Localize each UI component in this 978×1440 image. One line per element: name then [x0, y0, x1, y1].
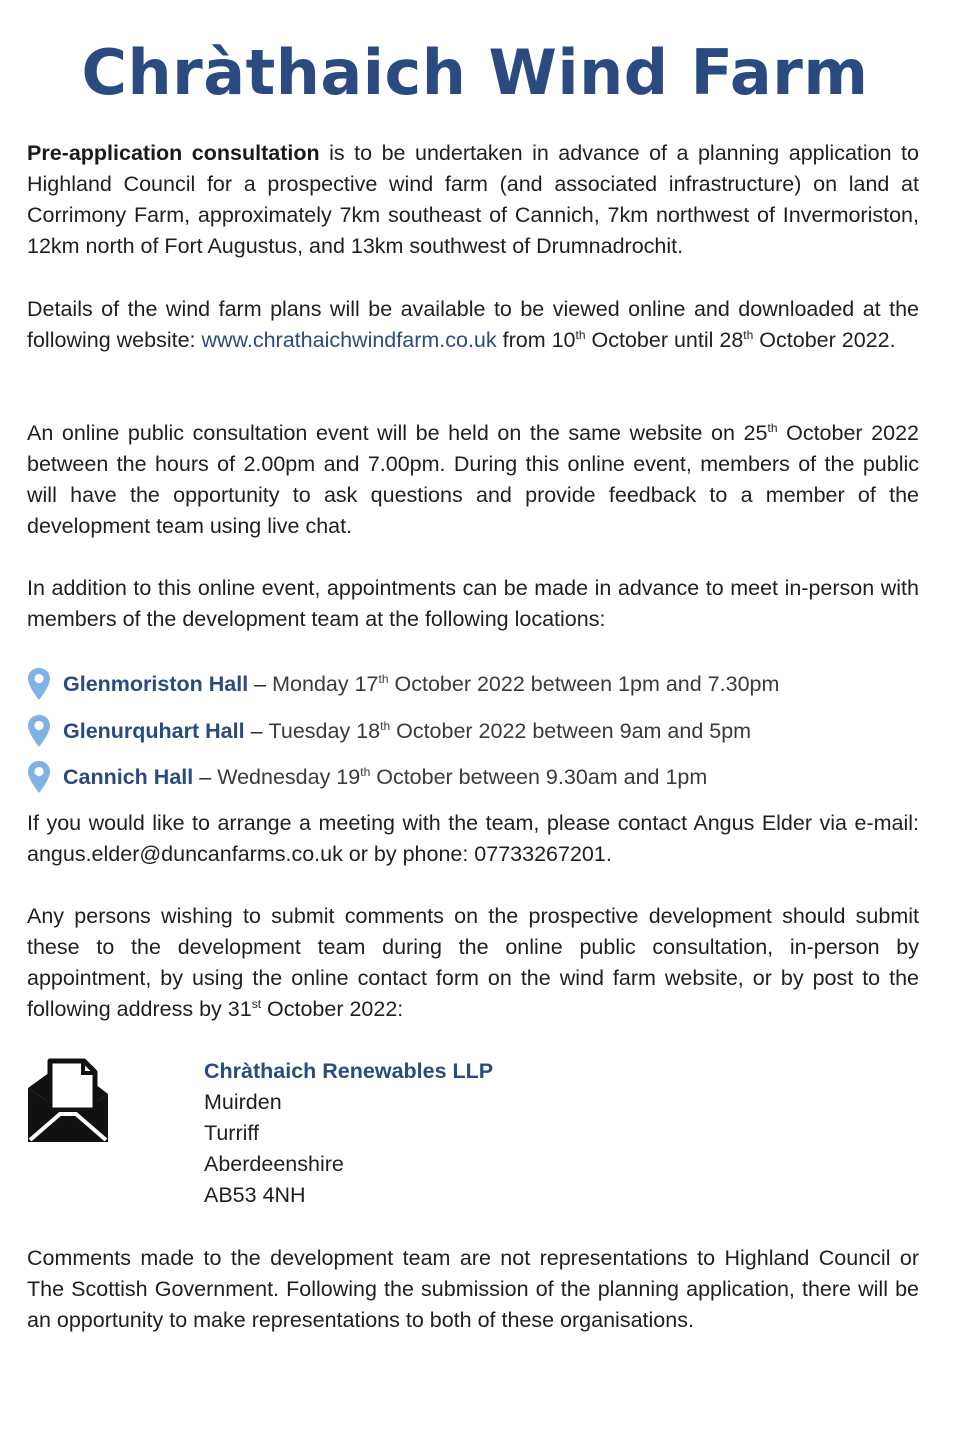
location-item: [27, 664, 779, 704]
map-pin-icon: [27, 667, 51, 701]
details-text: Details of the wind farm plans will be available to be viewed online and downloaded at the following website:: [27, 297, 919, 352]
location-name: Cannich Hall: [63, 764, 194, 789]
intro-text: is to be undertaken in advance of a planning application to Highland Council for a prospective wind farm (and associated infrastructure) on land at Corrimony Farm, approximately 7km southeast of Cannich, 7km northwest of Invermoriston, 12km north of Fort Augustus, and 13km southwest of Drumnadrochit.: [27, 141, 919, 258]
location-name: Glenmoriston Hall: [63, 671, 249, 696]
location-day: Monday 17: [272, 671, 379, 696]
details-sup-1: th: [575, 327, 586, 342]
details-end: October 2022.: [753, 328, 896, 352]
website-link[interactable]: www.chrathaichwindfarm.co.uk: [201, 328, 497, 352]
address-line: Muirden: [204, 1090, 282, 1114]
location-item: [27, 711, 751, 751]
location-day: Wednesday 19: [217, 764, 361, 789]
location-time: October between 9.30am and 1pm: [370, 764, 708, 789]
details-sup-2: th: [743, 327, 754, 342]
location-separator: –: [199, 764, 212, 789]
address-organisation: Chràthaich Renewables LLP: [204, 1059, 494, 1083]
comments-sup: st: [251, 996, 262, 1011]
location-item: [27, 757, 707, 797]
page-title: Chràthaich Wind Farm: [81, 36, 869, 109]
intro-bold: Pre-application consultation: [27, 141, 320, 165]
intro-paragraph: [27, 138, 919, 262]
details-paragraph: [27, 294, 919, 356]
postal-address: [204, 1056, 493, 1211]
online-event-text: An online public consultation event will be held on the same website on 25: [27, 421, 768, 445]
location-detail: [217, 765, 707, 790]
comments-text: Any persons wishing to submit comments on the prospective development should submit these to the development team during the online public consultation, in-person by appointment, by using the online contact form on the wind farm website, or by post to the following address by 31: [27, 904, 919, 1021]
location-sup: th: [380, 718, 391, 733]
online-event-text-after: October 2022 between the hours of 2.00pm and 7.00pm. During this online event, members of the public will have the opportunity to ask questions and provide feedback to a member of the development team using live chat.: [27, 421, 920, 538]
map-pin-icon: [27, 760, 51, 794]
map-pin-icon: [27, 714, 51, 748]
location-detail: [272, 672, 779, 697]
comments-paragraph: [27, 901, 919, 1025]
location-time: October 2022 between 1pm and 7.30pm: [388, 671, 780, 696]
contact-paragraph: If you would like to arrange a meeting with the team, please contact Angus Elder via e-mail: angus.elder@duncanfarms.co.uk or by phone: 07733267201.: [27, 811, 919, 866]
address-postcode: AB53 4NH: [204, 1183, 306, 1207]
online-event-sup: th: [767, 420, 778, 435]
footer-paragraph: Comments made to the development team are not representations to Highland Council or The Scottish Government. Following the submission of the planning application, there will be an opportunity to make representations to both of these organisations.: [27, 1246, 919, 1332]
address-line: Turriff: [204, 1121, 259, 1145]
location-separator: –: [250, 718, 263, 743]
location-day: Tuesday 18: [268, 718, 381, 743]
location-name: Glenurquhart Hall: [63, 718, 245, 743]
envelope-icon: [26, 1058, 110, 1144]
location-separator: –: [254, 671, 267, 696]
online-event-paragraph: [27, 418, 919, 542]
location-time: October 2022 between 9am and 5pm: [390, 718, 752, 743]
in-person-paragraph: In addition to this online event, appointments can be made in advance to meet in-person with members of the development team at the following locations:: [27, 576, 919, 631]
location-sup: th: [360, 764, 371, 779]
location-sup: th: [378, 671, 389, 686]
details-from: from 10: [496, 328, 576, 352]
address-line: Aberdeenshire: [204, 1152, 344, 1176]
details-until: October until 28: [585, 328, 744, 352]
comments-text-after: October 2022:: [261, 997, 404, 1021]
location-detail: [269, 719, 752, 744]
